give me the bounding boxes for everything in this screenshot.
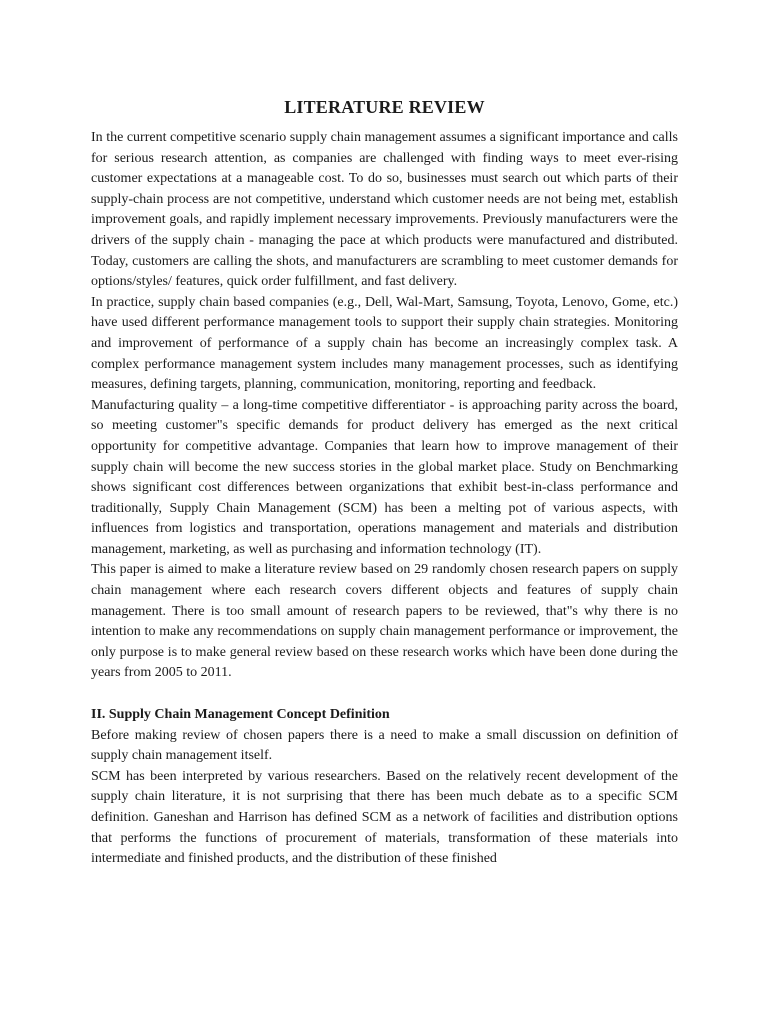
paragraph-section-2: SCM has been interpreted by various researchers. Based on the relatively recent development of the supply chain literature, it is not surprising that there has been much debate as to a specific SCM definition. Ganeshan and Harrison has defined SCM as a network of facilities and distribution options that performs the functions of procurement of materials, transformation of these materials into intermediate and finished products, and the distribution of these finished [91, 768, 678, 867]
document-body [91, 96, 678, 870]
document-title: LITERATURE REVIEW [284, 97, 485, 117]
paragraph-intro-3: Manufacturing quality – a long-time competitive differentiator - is approaching parity across the board, so meeting customer"s specific demands for product delivery has emerged as the next critical opportunity for competitive advantage. Companies that learn how to improve management of their supply chain will become the new success stories in the global market place. Study on Benchmarking shows significant cost differences between organizations that exhibit best-in-class performance and traditionally, Supply Chain Management (SCM) has been a melting pot of various aspects, with influences from logistics and transportation, operations management and materials and distribution management, marketing, as well as purchasing and information technology (IT). [91, 397, 678, 557]
paragraph-intro-1: In the current competitive scenario supply chain management assumes a significant importance and calls for serious research attention, as companies are challenged with finding ways to meet ever-rising customer expectations at a manageable cost. To do so, businesses must search out which parts of their supply-chain process are not competitive, understand which customer needs are not being met, establish improvement goals, and rapidly implement necessary improvements. Previously manufacturers were the drivers of the supply chain - managing the pace at which products were manufactured and distributed. Today, customers are calling the shots, and manufacturers are scrambling to meet customer demands for options/styles/ features, quick order fulfillment, and fast delivery. [91, 130, 678, 290]
paragraph-intro-2: In practice, supply chain based companies (e.g., Dell, Wal-Mart, Samsung, Toyota, Lenovo, Gome, etc.) have used different performance management tools to support their supply chain strategies. Monitoring and improvement of performance of a supply chain has become an increasingly complex task. A complex performance management system includes many management processes, such as identifying measures, defining targets, planning, communication, monitoring, reporting and feedback. [91, 294, 678, 393]
paragraph-section-1: Before making review of chosen papers there is a need to make a small discussion on definition of supply chain management itself. [91, 727, 678, 764]
section-heading: II. Supply Chain Management Concept Definition [91, 707, 390, 723]
paragraph-intro-4: This paper is aimed to make a literature review based on 29 randomly chosen research papers on supply chain management where each research covers different objects and features of supply chain management. There is too small amount of research papers to be reviewed, that"s why there is no intention to make any recommendations on supply chain management performance or improvement, the only purpose is to make general review based on these research works which have been done during the years from 2005 to 2011. [91, 562, 678, 681]
